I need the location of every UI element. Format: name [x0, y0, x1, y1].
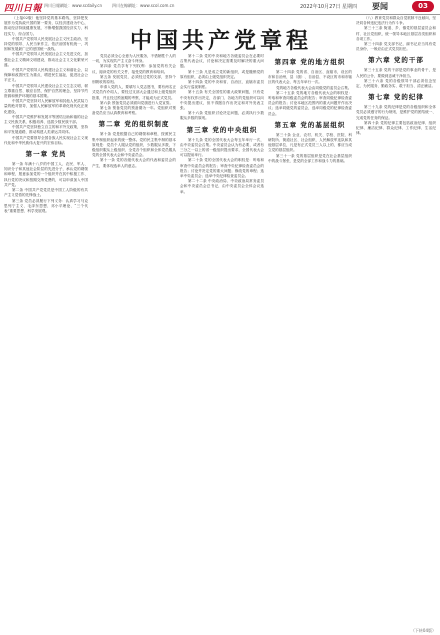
article-paragraph: 第十二条 党的中央和地方各级委员会在必要时召集代表会议，讨论和决定需要及时解决的重大问题。: [180, 54, 264, 69]
section-heading-ch2: 第二章 党的组织制度: [98, 120, 170, 129]
article-paragraph: 中国共产党领导人民发展社会主义民主政治，坚持党的领导、人民当家作主、依法治国有机统一，巩固和发展最广泛的爱国统一战线。: [4, 36, 88, 52]
article-paragraph: 第三十四条 党支部书记、副书记应当具有党员身份，一般应由正式党员担任。: [356, 42, 436, 52]
column-1: [4, 16, 88, 630]
article-paragraph: 第一条 年满十八岁的中国工人、农民、军人、知识分子和其他社会阶层的先进分子，承认党的纲领和章程，愿意参加党的一个组织并在其中积极工作、执行党的决议和按期交纳党费的，可以申请加入中国共产党。: [4, 162, 88, 187]
article-paragraph: 第三条 党员必须履行下列义务：认真学习马克思列宁主义、毛泽东思想、邓小平理论、“三个代表”重要思想、科学发展观。: [4, 198, 88, 213]
header-info-1: 四川日報網址：www.scdaily.cn: [44, 3, 103, 8]
column-5c-paragraphs: [356, 105, 436, 136]
article-paragraph: （上接02版）他坚持党的基本路线，坚持把发展作为党执政兴国的第一要务，以经济建设为中心，推动经济持续健康发展，不断增强我国经济实力、科技实力、综合国力。: [4, 16, 88, 36]
article-paragraph: 第二十条 党的全国代表大会的职权是：听取和审查中央委员会的报告；审查中央纪律检查委员会的报告；讨论并决定党的重大问题；修改党的章程；选举中央委员会；选举中央纪律检查委员会。: [180, 158, 264, 179]
article-paragraph: 第三十三条 街道、乡、镇党的基层委员会和村、社区党组织，统一领导本地区基层各类组织和各项工作。: [356, 26, 436, 41]
section-name: 要闻: [372, 2, 388, 11]
column-3: [180, 54, 264, 630]
article-paragraph: 第三十一条 党的基层组织是党在社会基层组织中的战斗堡垒，是党的全部工作和战斗力的基础。: [268, 153, 352, 163]
article-paragraph: 第十四条 党的中央和省、自治区、直辖市委员会实行巡视制度。: [180, 80, 264, 90]
article-paragraph: 中国共产党领导人民建设社会主义生态文明，树立尊重自然、顺应自然、保护自然的理念，坚持节约资源和保护环境的基本国策。: [4, 83, 88, 99]
article-paragraph: 第六条 预备党员必须面向党旗进行入党宣誓。: [100, 100, 174, 105]
section-heading-ch5: 第五章 党的基层组织: [274, 120, 346, 129]
article-paragraph: 中国共产党坚持对人民解放军和其他人民武装力量的绝对领导，加强人民解放军的革命化现代化正规化建设。: [4, 99, 88, 114]
article-paragraph: 第十五条 有关全国性的重大政策问题，只有党中央有权作出决定，各部门、各地方的党组织可以向中央提出建议，但不得擅自作出决定和对外发表主张。: [180, 90, 264, 111]
article-paragraph: 党员必须全心全意为人民服务，不惜牺牲个人的一切，为实现共产主义奋斗终身。: [92, 54, 176, 64]
article-paragraph: 第十一条 党的各级代表大会的代表和委员会的产生，要体现选举人的意志。: [92, 158, 176, 168]
column-1-paragraphs: [4, 16, 88, 146]
issue-date: 2022年10月27日 星期四: [300, 4, 358, 10]
article-paragraph: 第二十二条 中央政治局、中央政治局常务委员会和中央委员会总书记，由中央委员会全体会议选举。: [180, 179, 264, 194]
header-info-2: 四川在線網址：www.scol.com.cn: [112, 3, 175, 8]
article-paragraph: 第十条 党是根据自己的纲领和章程，按照民主集中制组织起来的统一整体。党的民主集中制的基本原则是：党员个人服从党的组织，少数服从多数，下级组织服从上级组织，全党各个组织和全体党员服从党的全国代表大会和中央委员会。: [92, 132, 176, 158]
article-paragraph: 第十九条 党的全国代表大会每五年举行一次，由中央委员会召集。中央委员会认为有必要，或者有三分之一以上的省一级组织提出要求，全国代表大会可以提前举行。: [180, 137, 264, 158]
section-heading-ch6: 第六章 党的干部: [368, 56, 424, 65]
article-paragraph: 第四条 党员享有下列权利：参加党的有关会议，阅读党的有关文件，接受党的教育和培训。: [92, 64, 176, 74]
masthead: [0, 0, 440, 15]
article-paragraph: 中国共产党坚持独立自主的和平外交政策，坚持和平发展道路，推动构建人类命运共同体。: [4, 125, 88, 135]
section-heading-ch1: 第一章 党员: [25, 150, 67, 159]
article-paragraph: 中国共产党领导人民构建社会主义和谐社会，以保障和改善民生为重点，增进民生福祉，促进社会公平正义。: [4, 68, 88, 83]
article-paragraph: 第四十条 党的纪律主要包括政治纪律、组织纪律、廉洁纪律、群众纪律、工作纪律、生活纪律。: [356, 120, 436, 136]
column-4-paragraphs: [268, 70, 352, 117]
column-4: [268, 54, 352, 630]
article-paragraph: 第二十四条 党的省、自治区、直辖市，设区的市和自治州，县（旗）、自治县、不设区的市和市辖区的代表大会，每五年举行一次。: [268, 70, 352, 85]
column-5: [356, 16, 436, 630]
article-paragraph: 第十六条 党组织讨论决定问题，必须执行少数服从多数的原则。: [180, 111, 264, 121]
column-5b-paragraphs: [356, 68, 436, 89]
newspaper-logo: 四川日報: [4, 4, 43, 14]
article-paragraph: 中国共产党维护和发展平等团结互助和谐的社会主义民族关系，积极培养、选拔少数民族干部。: [4, 114, 88, 125]
article-paragraph: 第三十九条 党的纪律是党的各级组织和全体党员必须遵守的行为规则，是维护党的团结统一、完成党的任务的保证。: [356, 105, 436, 120]
column-5-paragraphs: [356, 16, 436, 52]
article-paragraph: 第十三条 凡是成立党的新组织，或是撤销党的原有组织，必须由上级党组织决定。: [180, 69, 264, 79]
article-paragraph: 第七条 预备党员的预备期为一年。党组织对预备党员应当认真教育和考察。: [92, 106, 176, 116]
page-number-badge: 03: [412, 1, 434, 12]
article-paragraph: 第二条 中国共产党党员是中国工人阶级的有共产主义觉悟的先锋战士。: [4, 188, 88, 198]
article-paragraph: 第三十五条 党的干部是党的事业的骨干，是人民的公仆，要做到忠诚干净担当。: [356, 68, 436, 78]
column-4b-paragraphs: [268, 133, 352, 164]
section-heading-ch7: 第七章 党的纪律: [368, 93, 424, 102]
column-3-paragraphs: [180, 54, 264, 122]
article-paragraph: 中国共产党要领导全国各族人民实现社会主义现代化和中华民族伟大复兴的宏伟目标。: [4, 135, 88, 145]
page-title: 中国共产党章程: [129, 29, 312, 54]
continued-note: （下转04版）: [410, 628, 436, 633]
article-paragraph: 第三十六条 党的各级领导干部必须信念坚定、为民服务、勤政务实、敢于担当、清正廉洁。: [356, 78, 436, 89]
article-paragraph: 第三十条 企业、农村、机关、学校、医院、科研院所、街道社区、社会组织、人民解放军连队和其他基层单位，凡是有正式党员三人以上的，都应当成立党的基层组织。: [268, 132, 352, 153]
column-3b-paragraphs: [180, 138, 264, 195]
column-2-paragraphs: [92, 54, 176, 116]
article-paragraph: 第五条 发展党员，必须经过党的支部，坚持个别吸收的原则。: [92, 74, 176, 85]
column-2b-paragraphs: [92, 132, 176, 168]
column-1b-paragraphs: [4, 162, 88, 214]
article-paragraph: （八）教育党员和群众自觉抵制不良倾向，坚决同各种违纪违法行为作斗争。: [356, 16, 436, 26]
article-paragraph: 第二十五条 党的地方各级代表大会的职权是：听取和审查同级委员会的报告；审查同级纪律检查委员会的报告；讨论本地区范围内的重大问题并作出决议；选举同级党的委员会，选举同级党的纪律检查委员会。: [268, 90, 352, 116]
article-paragraph: 中国共产党领导人民发展社会主义先进文化，加强社会主义精神文明建设，推动社会主义文化繁荣兴盛。: [4, 52, 88, 67]
section-heading-ch4: 第四章 党的地方组织: [274, 58, 346, 66]
section-heading-ch3: 第三章 党的中央组织: [186, 125, 258, 134]
column-2: [92, 54, 176, 630]
article-paragraph: 申请入党的人，要填写入党志愿书，要有两名正式党员作介绍人，要经过支部大会通过和上级党组织批准，并且经过预备期的考察，才能成为正式党员。: [92, 85, 176, 100]
article-paragraph: 党的地方各级代表大会由同级党的委员会召集。: [276, 85, 352, 90]
